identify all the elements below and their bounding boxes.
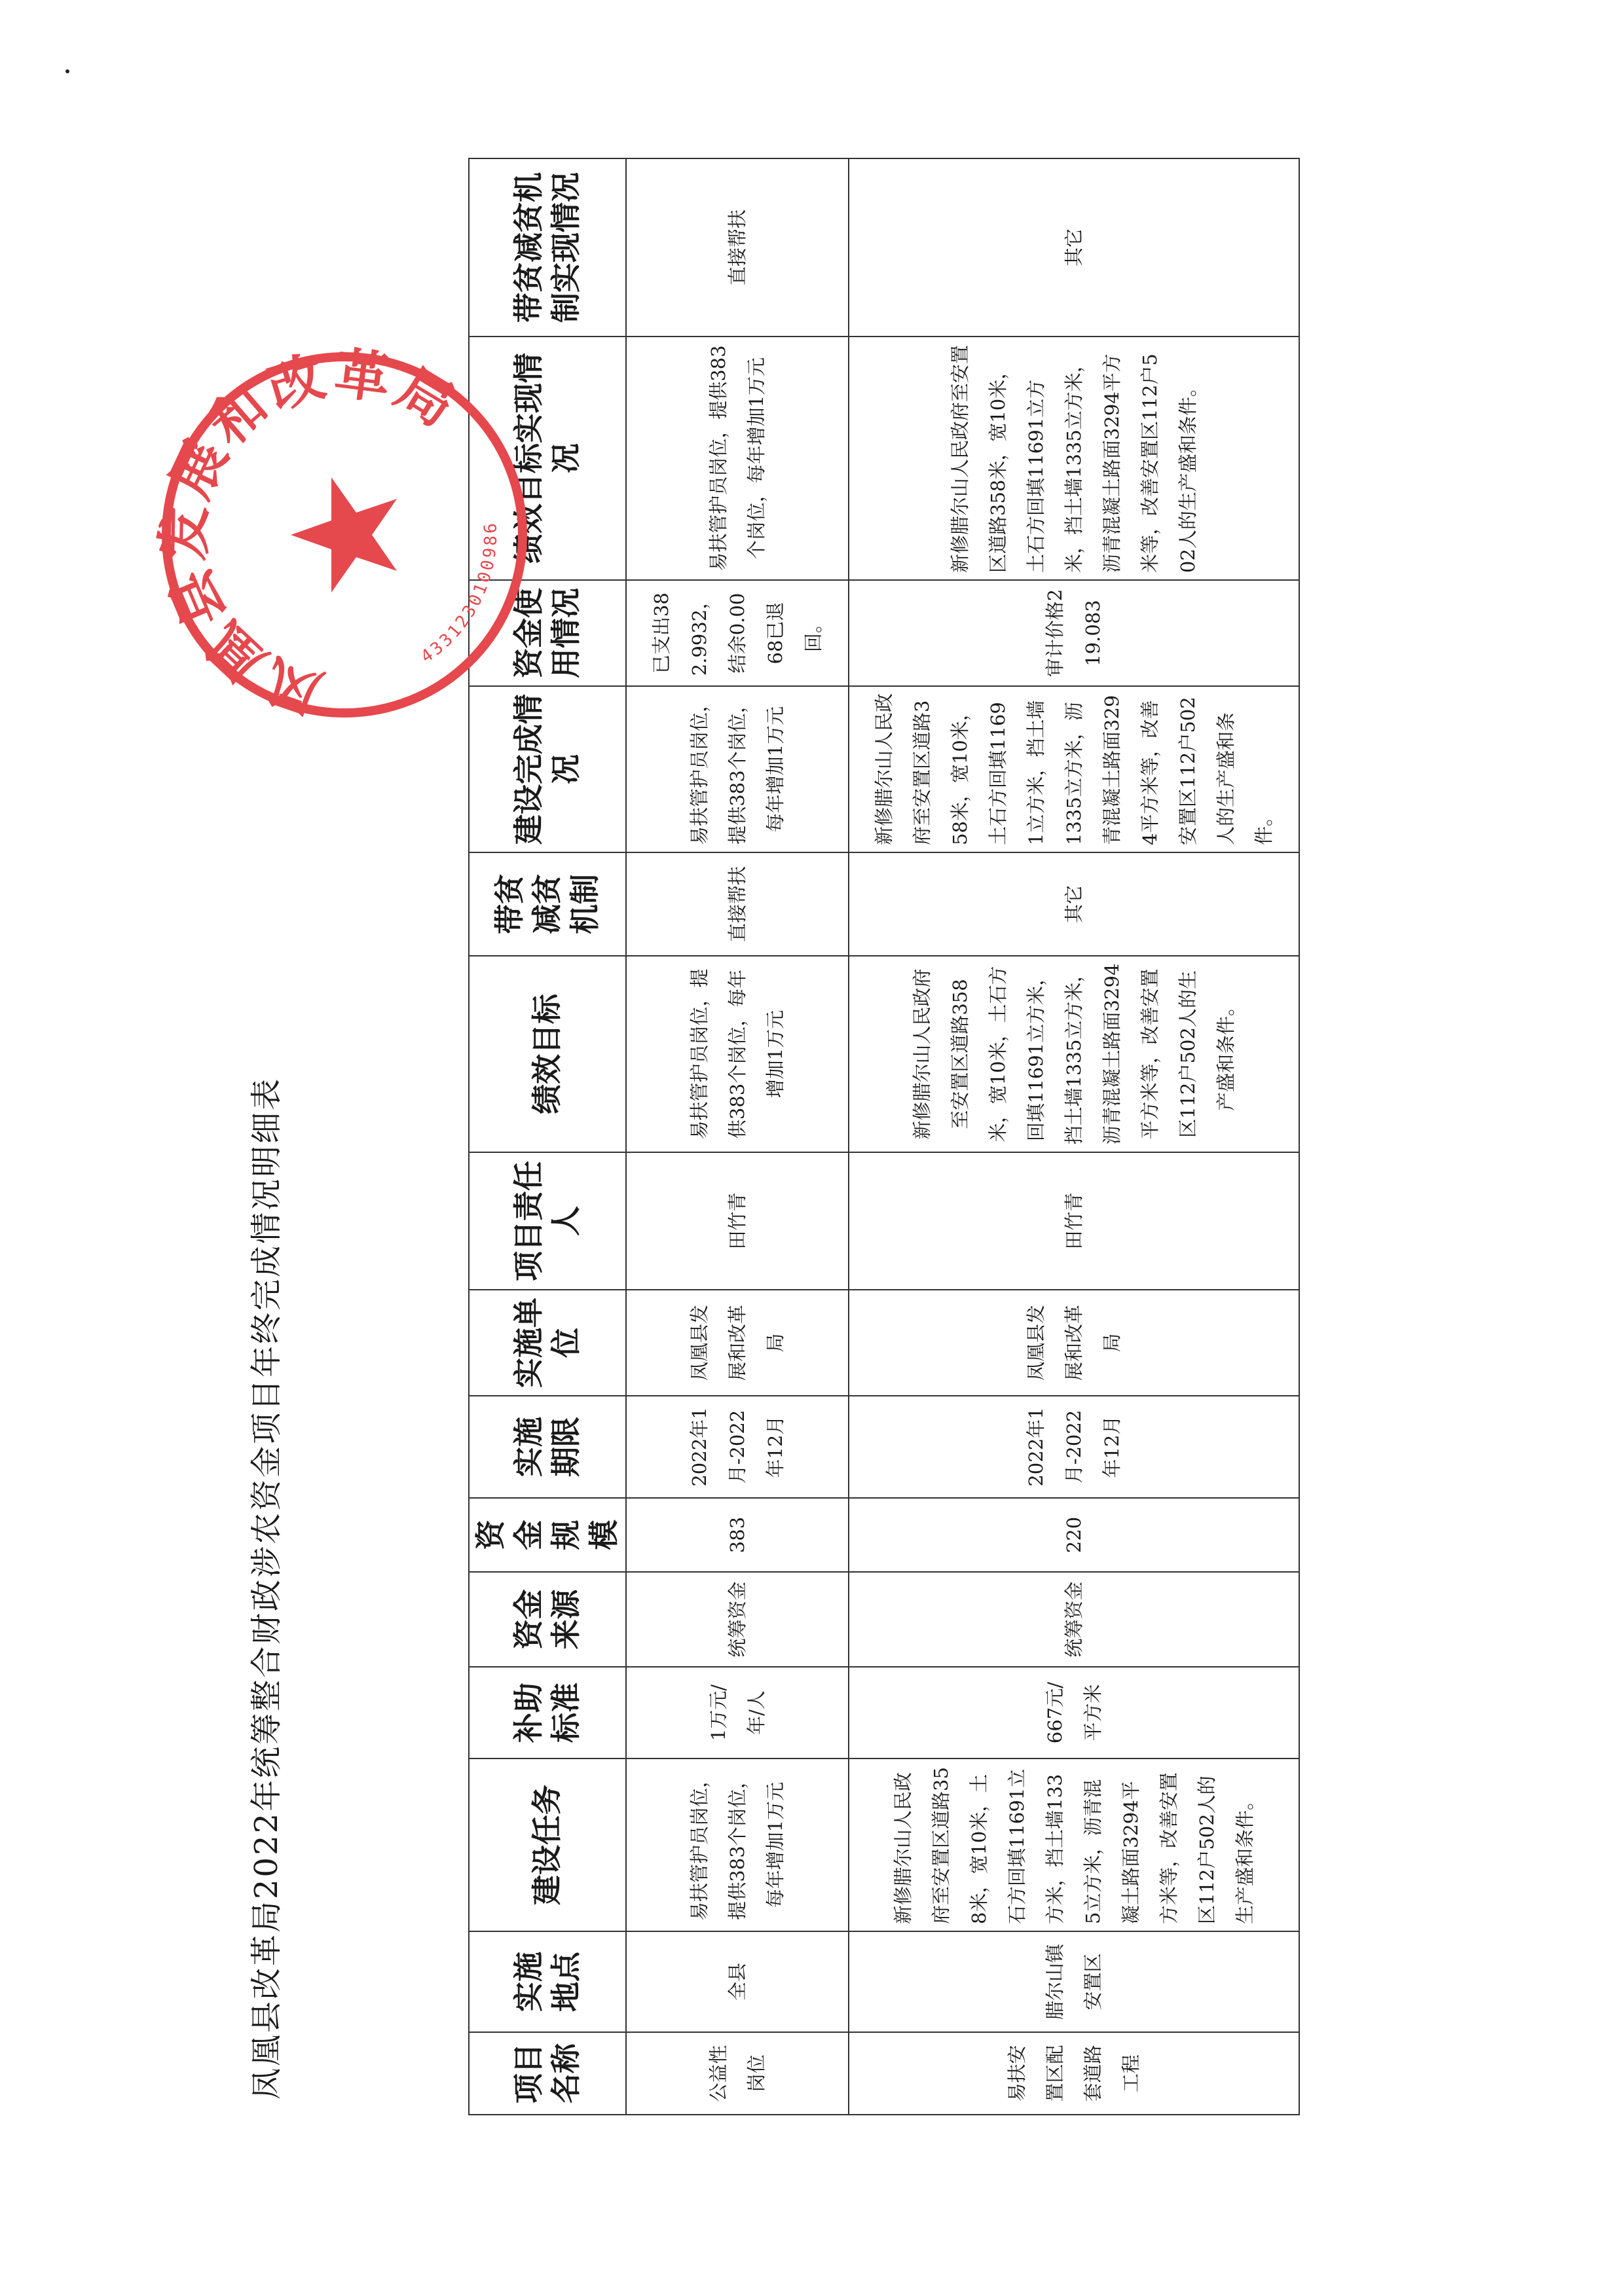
cell-completion: 易扶管护员岗位，提供383个岗位，每年增加1万元 — [626, 686, 849, 852]
cell-scale: 220 — [849, 1498, 1299, 1572]
cell-location: 腊尔山镇安置区 — [849, 1931, 1299, 2032]
cell-completion: 新修腊尔山人民政府至安置区道路358米，宽10米，土石方回填11691立方米，挡土墙1335立方米，沥青混凝土路面3294平方米等，改善安置区112户502人的生产盛和条件。 — [849, 686, 1299, 852]
header-cell: 建设完成情况 — [469, 686, 626, 852]
cell-location: 全县 — [626, 1931, 849, 2032]
cell-task: 新修腊尔山人民政府至安置区道路358米，宽10米，土石方回填11691立方米，挡土墙1335立方米，沥青混凝土路面3294平方米等，改善安置区112户502人的生产盛和条件。 — [849, 1758, 1299, 1931]
cell-mechanism-done: 其它 — [849, 158, 1299, 337]
header-cell: 资金规模 — [469, 1498, 626, 1572]
cell-mechanism: 其它 — [849, 852, 1299, 956]
header-cell: 带贫减贫机制实现情况 — [469, 158, 626, 337]
cell-goal-done: 新修腊尔山人民政府至安置区道路358米，宽10米，土石方回填11691立方米，挡土墙1335立方米，沥青混凝土路面3294平方米等，改善安置区112户502人的生产盛和条件。 — [849, 337, 1299, 580]
cell-scale: 383 — [626, 1498, 849, 1572]
cell-task: 易扶管护员岗位，提供383个岗位，每年增加1万元 — [626, 1758, 849, 1931]
header-cell: 实施单位 — [469, 1290, 626, 1396]
cell-fund-use: 已支出382.9932，结余0.0068已退回。 — [626, 580, 849, 686]
header-cell: 项目责任人 — [469, 1152, 626, 1290]
cell-period: 2022年1月-2022年12月 — [849, 1396, 1299, 1498]
cell-source: 统筹资金 — [849, 1572, 1299, 1667]
cell-standard: 667元/平方米 — [849, 1667, 1299, 1758]
header-cell: 实施地点 — [469, 1931, 626, 2032]
cell-owner: 田竹青 — [626, 1152, 849, 1290]
header-cell: 补助标准 — [469, 1667, 626, 1758]
cell-period: 2022年1月-2022年12月 — [626, 1396, 849, 1498]
cell-mechanism: 直接帮扶 — [626, 852, 849, 956]
cell-fund-use: 审计价格219.083 — [849, 580, 1299, 686]
cell-goal: 易扶管护员岗位，提供383个岗位，每年增加1万元 — [626, 956, 849, 1152]
table-row — [849, 158, 1299, 2115]
cell-unit: 凤凰县发展和改革局 — [626, 1290, 849, 1396]
cell-goal-done: 易扶管护员岗位，提供383个岗位，每年增加1万元 — [626, 337, 849, 580]
table-row — [626, 158, 849, 2115]
header-cell: 绩效目标实现情况 — [469, 337, 626, 580]
cell-source: 统筹资金 — [626, 1572, 849, 1667]
official-seal — [148, 338, 541, 731]
seal-code: 4331230100986 — [417, 520, 502, 667]
cell-name: 公益性岗位 — [626, 2032, 849, 2115]
header-cell: 实施期限 — [469, 1396, 626, 1498]
cell-mechanism-done: 直接帮扶 — [626, 158, 849, 337]
cell-unit: 凤凰县发展和改革局 — [849, 1290, 1299, 1396]
header-cell: 资金来源 — [469, 1572, 626, 1667]
header-cell: 带贫减贫机制 — [469, 852, 626, 956]
project-table — [468, 159, 1300, 2115]
seal-text: 凤凰县发展和改革局 — [152, 340, 470, 726]
scan-speck — [65, 69, 69, 73]
header-cell: 项目名称 — [469, 2032, 626, 2115]
cell-owner: 田竹青 — [849, 1152, 1299, 1290]
cell-standard: 1万元/年/人 — [626, 1667, 849, 1758]
cell-goal: 新修腊尔山人民政府至安置区道路358米，宽10米，土石方回填11691立方米，挡土墙1335立方米，沥青混凝土路面3294平方米等，改善安置区112户502人的生产盛和条件。 — [849, 956, 1299, 1152]
header-cell: 绩效目标 — [469, 956, 626, 1152]
header-cell: 建设任务 — [469, 1758, 626, 1931]
cell-name: 易扶安置区配套道路工程 — [849, 2032, 1299, 2115]
document-title: 凤凰县改革局2022年统筹整合财政涉农资金项目年终完成情况明细表 — [248, 1076, 285, 2100]
header-cell: 资金使用情况 — [469, 580, 626, 686]
star-icon — [291, 477, 397, 592]
